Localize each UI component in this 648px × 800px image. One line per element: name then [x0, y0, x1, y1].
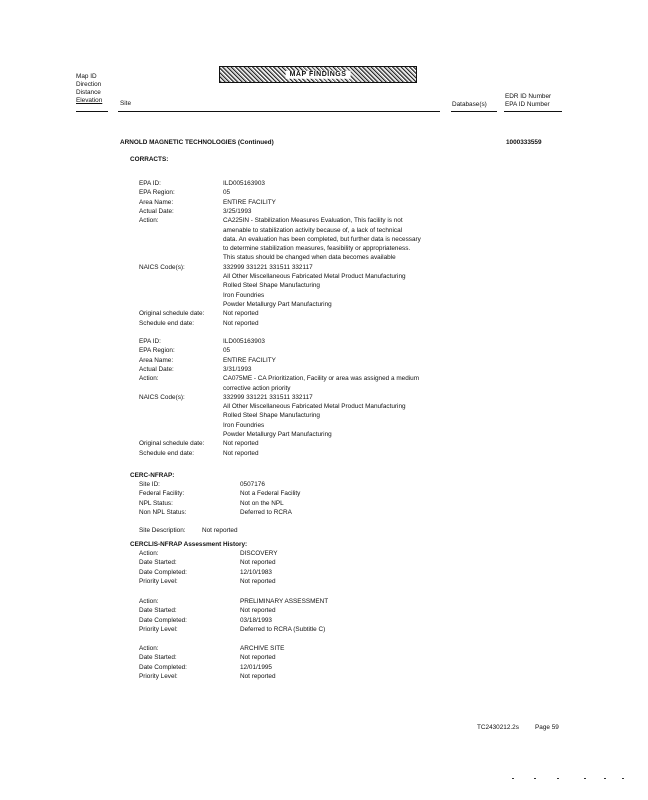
- record-field-value: Powder Metallurgy Part Manufacturing: [223, 300, 332, 308]
- history-field-label: Date Completed:: [139, 568, 187, 576]
- record-field-label: EPA ID:: [139, 338, 161, 345]
- record-field-value: Rolled Steel Shape Manufacturing: [223, 282, 320, 290]
- history-field-value: Not reported: [240, 577, 276, 585]
- history-field-value: Not reported: [240, 559, 276, 567]
- record-field-value: 3/25/1993: [223, 207, 252, 215]
- record-field-value: CA225IN - Stabilization Measures Evaluation, This facility is not: [223, 217, 403, 225]
- record-field-label: EPA ID:: [139, 180, 161, 187]
- record-field-label: Schedule end date:: [139, 449, 195, 457]
- record-field-value: Not reported: [223, 440, 259, 448]
- database-label: Database(s): [452, 101, 487, 108]
- site-description-label: Site Description:: [139, 527, 186, 534]
- record-field-label: Original schedule date:: [139, 310, 205, 318]
- footer-page-number: Page 59: [535, 724, 559, 731]
- edr-id-label: EDR ID Number: [505, 93, 552, 100]
- cerc-field-label: Site ID:: [139, 481, 160, 488]
- scan-speck: [534, 778, 536, 779]
- cerc-field-value: 0507176: [240, 481, 265, 488]
- scan-speck: [604, 778, 606, 779]
- header-right-labels: [505, 93, 551, 109]
- record-field-value: This status should be changed when data becomes available: [223, 254, 396, 262]
- record-field-label: Area Name:: [139, 356, 174, 364]
- history-title: CERCLIS-NFRAP Assessment History:: [130, 541, 248, 548]
- history-field-label: Date Completed:: [139, 663, 187, 671]
- history-field-label: Date Started:: [139, 654, 177, 662]
- banner-label: MAP FINDINGS: [286, 70, 351, 78]
- header-left-labels: [76, 73, 102, 105]
- history-field-label: Date Started:: [139, 559, 177, 567]
- record-field-value: Iron Foundries: [223, 291, 265, 299]
- history-field-value: Deferred to RCRA (Subtitle C): [240, 625, 326, 633]
- header-rule-database: [451, 111, 497, 112]
- history-field-value: DISCOVERY: [240, 550, 278, 557]
- record-field-value: ILD005163903: [223, 338, 265, 345]
- record-field-value: Not reported: [223, 319, 259, 327]
- scan-speck: [622, 778, 624, 779]
- history-field-value: Not reported: [240, 672, 276, 680]
- elevation-label: Elevation: [76, 97, 103, 104]
- record-field-value: Rolled Steel Shape Manufacturing: [223, 412, 320, 420]
- record-field-label: Original schedule date:: [139, 440, 205, 448]
- record-field-value: amenable to stabilization activity because of, a lack of technical: [223, 226, 403, 234]
- map-id-label: Map ID: [76, 73, 97, 80]
- scan-speck: [512, 778, 514, 779]
- record-field-value: ILD005163903: [223, 180, 265, 187]
- record-field-value: ENTIRE FACILITY: [223, 356, 276, 364]
- site-description-value: Not reported: [202, 527, 238, 534]
- scan-speck: [557, 778, 559, 779]
- history-field-label: Action:: [139, 550, 159, 557]
- cerc-title: CERC-NFRAP:: [130, 472, 175, 479]
- cerc-field-value: Not a Federal Facility: [240, 490, 301, 498]
- record-field-label: Action:: [139, 217, 159, 225]
- cerc-field-label: NPL Status:: [139, 499, 173, 507]
- record-field-value: data. An evaluation has been completed, but further data is necessary: [223, 235, 421, 243]
- site-label: Site: [120, 100, 132, 107]
- record-field-value: 332999 331221 331511 332117: [223, 263, 313, 271]
- history-field-label: Priority Level:: [139, 672, 178, 680]
- record-field-value: Not reported: [223, 310, 259, 318]
- history-field-value: ARCHIVE SITE: [240, 645, 285, 652]
- record-field-value: to determine stabilization measures, feasibility or appropriateness.: [223, 245, 411, 253]
- cerc-field-value: Not on the NPL: [240, 499, 284, 507]
- history-field-value: Not reported: [240, 607, 276, 615]
- history-field-label: Priority Level:: [139, 577, 178, 585]
- record-field-value: 05: [223, 189, 231, 197]
- direction-label: Direction: [76, 81, 102, 88]
- history-field-value: PRELIMINARY ASSESSMENT: [240, 598, 329, 605]
- history-field-value: 12/10/1983: [240, 568, 272, 576]
- facility-name: ARNOLD MAGNETIC TECHNOLOGIES (Continued): [120, 139, 274, 146]
- record-field-value: Not reported: [223, 449, 259, 457]
- header-rule-left: [76, 111, 108, 112]
- footer-doc-id: TC2430212.2s: [477, 724, 519, 731]
- history-field-value: 12/01/1995: [240, 663, 272, 671]
- facility-id: 1000333559: [506, 139, 542, 146]
- history-field-label: Action:: [139, 598, 159, 605]
- history-field-label: Action:: [139, 645, 159, 652]
- record-field-label: Schedule end date:: [139, 319, 195, 327]
- record-field-value: 3/31/1993: [223, 365, 252, 373]
- cerc-field-label: Non NPL Status:: [139, 508, 187, 516]
- record-field-label: Action:: [139, 375, 159, 383]
- map-findings-banner: [219, 66, 417, 83]
- distance-label: Distance: [76, 89, 101, 96]
- record-field-value: Iron Foundries: [223, 421, 265, 429]
- record-field-label: Actual Date:: [139, 365, 174, 373]
- history-field-label: Date Completed:: [139, 616, 187, 624]
- epa-id-label: EPA ID Number: [505, 101, 550, 108]
- record-field-label: EPA Region:: [139, 347, 175, 355]
- record-field-label: Area Name:: [139, 198, 174, 206]
- history-field-label: Priority Level:: [139, 625, 178, 633]
- history-field-label: Date Started:: [139, 607, 177, 615]
- header-rule-site: [118, 111, 440, 112]
- history-field-value: Not reported: [240, 654, 276, 662]
- cerc-field-label: Federal Facility:: [139, 490, 185, 498]
- record-field-label: EPA Region:: [139, 189, 175, 197]
- record-field-value: 05: [223, 347, 231, 355]
- cerc-field-value: Deferred to RCRA: [240, 508, 292, 516]
- scan-speck: [584, 778, 586, 779]
- record-field-label: NAICS Code(s):: [139, 263, 185, 271]
- record-field-label: NAICS Code(s):: [139, 393, 185, 401]
- record-field-label: Actual Date:: [139, 207, 174, 215]
- record-field-value: ENTIRE FACILITY: [223, 198, 276, 206]
- corracts-title: CORRACTS:: [130, 156, 169, 163]
- record-field-value: Powder Metallurgy Part Manufacturing: [223, 431, 332, 438]
- record-field-value: All Other Miscellaneous Fabricated Metal Product Manufacturing: [223, 403, 406, 411]
- history-field-value: 03/18/1993: [240, 616, 272, 624]
- record-field-value: corrective action priority: [223, 384, 291, 392]
- header-rule-ids: [504, 111, 562, 112]
- record-field-value: 332999 331221 331511 332117: [223, 393, 313, 401]
- record-field-value: All Other Miscellaneous Fabricated Metal Product Manufacturing: [223, 273, 406, 280]
- record-field-value: CA075ME - CA Prioritization, Facility or area was assigned a medium: [223, 375, 420, 383]
